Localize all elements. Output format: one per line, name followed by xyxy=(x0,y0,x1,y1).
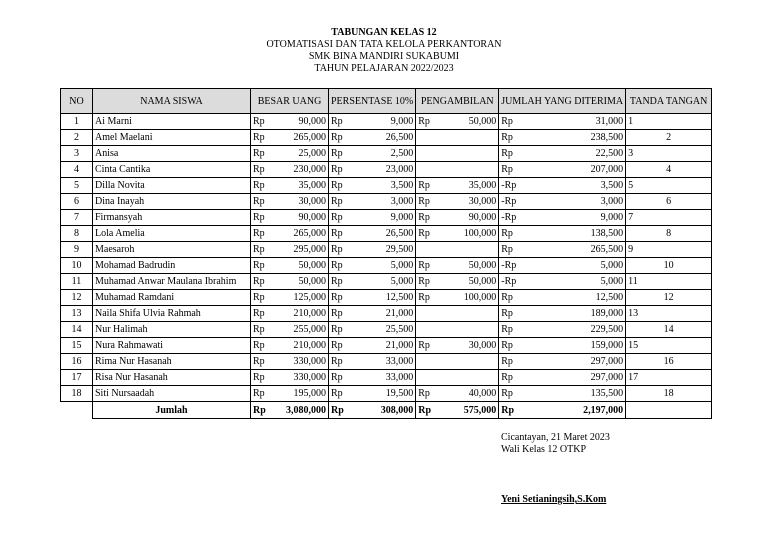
row-no: 4 xyxy=(61,162,93,178)
table-row xyxy=(61,370,712,386)
row-ambil xyxy=(436,162,499,178)
report-subtitle-program: OTOMATISASI DAN TATA KELOLA PERKANTORAN xyxy=(266,39,502,50)
row-besar: 50,000 xyxy=(271,258,329,274)
row-ambil-currency xyxy=(416,306,436,322)
row-besar: 210,000 xyxy=(271,306,329,322)
row-persen-currency: Rp xyxy=(329,226,354,242)
row-jumlah: 135,500 xyxy=(521,386,625,402)
row-besar-currency: Rp xyxy=(251,354,271,370)
row-jumlah-currency: Rp xyxy=(499,322,521,338)
row-besar: 25,000 xyxy=(271,146,329,162)
row-ambil: 100,000 xyxy=(436,226,499,242)
report-title: TABUNGAN KELAS 12 xyxy=(331,27,437,38)
row-nama: Muhamad Anwar Maulana Ibrahim xyxy=(93,274,251,290)
row-besar: 265,000 xyxy=(271,226,329,242)
total-persen: 308,000 xyxy=(353,402,415,419)
row-tanda: 8 xyxy=(626,226,712,242)
row-jumlah: 238,500 xyxy=(521,130,625,146)
col-header-persen: PERSENTASE 10% xyxy=(329,89,416,114)
row-jumlah: 159,000 xyxy=(521,338,625,354)
row-tanda: 17 xyxy=(626,370,712,386)
row-ambil-currency: Rp xyxy=(416,338,436,354)
row-jumlah-currency: Rp xyxy=(499,162,521,178)
row-no: 5 xyxy=(61,178,93,194)
row-persen: 12,500 xyxy=(353,290,415,306)
row-ambil-currency: Rp xyxy=(416,386,436,402)
row-no: 12 xyxy=(61,290,93,306)
row-no: 17 xyxy=(61,370,93,386)
row-persen: 29,500 xyxy=(353,242,415,258)
row-tanda: 7 xyxy=(626,210,712,226)
table-row xyxy=(61,354,712,370)
total-jumlah: 2,197,000 xyxy=(521,402,625,419)
row-besar-currency: Rp xyxy=(251,370,271,386)
row-besar-currency: Rp xyxy=(251,130,271,146)
row-besar: 330,000 xyxy=(271,354,329,370)
row-ambil xyxy=(436,130,499,146)
row-jumlah-currency: Rp xyxy=(499,242,521,258)
table-row xyxy=(61,210,712,226)
total-jumlah-currency: Rp xyxy=(499,402,521,419)
row-besar: 125,000 xyxy=(271,290,329,306)
row-besar-currency: Rp xyxy=(251,194,271,210)
total-ambil: 575,000 xyxy=(436,402,499,419)
row-persen-currency: Rp xyxy=(329,306,354,322)
total-tanda-empty xyxy=(626,402,712,419)
total-persen-currency: Rp xyxy=(329,402,354,419)
row-ambil-currency: Rp xyxy=(416,194,436,210)
row-jumlah-currency: Rp xyxy=(499,114,521,130)
row-besar: 90,000 xyxy=(271,210,329,226)
row-persen-currency: Rp xyxy=(329,274,354,290)
row-jumlah: 207,000 xyxy=(521,162,625,178)
row-ambil-currency xyxy=(416,162,436,178)
row-besar-currency: Rp xyxy=(251,322,271,338)
row-ambil: 50,000 xyxy=(436,274,499,290)
row-persen-currency: Rp xyxy=(329,194,354,210)
row-nama: Siti Nursaadah xyxy=(93,386,251,402)
row-ambil xyxy=(436,242,499,258)
signature-place-date: Cicantayan, 21 Maret 2023 xyxy=(501,432,610,443)
row-nama: Nura Rahmawati xyxy=(93,338,251,354)
row-besar-currency: Rp xyxy=(251,210,271,226)
row-persen-currency: Rp xyxy=(329,386,354,402)
row-persen: 3,500 xyxy=(353,178,415,194)
row-ambil: 100,000 xyxy=(436,290,499,306)
row-ambil: 50,000 xyxy=(436,114,499,130)
table-row xyxy=(61,338,712,354)
row-jumlah: 12,500 xyxy=(521,290,625,306)
row-no: 1 xyxy=(61,114,93,130)
row-jumlah: 3,000 xyxy=(521,194,625,210)
table-row xyxy=(61,306,712,322)
row-nama: Dina Inayah xyxy=(93,194,251,210)
row-tanda: 5 xyxy=(626,178,712,194)
col-header-ambil: PENGAMBILAN xyxy=(416,89,499,114)
row-besar-currency: Rp xyxy=(251,242,271,258)
row-persen-currency: Rp xyxy=(329,162,354,178)
row-no: 2 xyxy=(61,130,93,146)
row-tanda: 1 xyxy=(626,114,712,130)
row-besar: 295,000 xyxy=(271,242,329,258)
row-persen-currency: Rp xyxy=(329,354,354,370)
row-persen-currency: Rp xyxy=(329,130,354,146)
row-tanda: 16 xyxy=(626,354,712,370)
row-ambil-currency: Rp xyxy=(416,274,436,290)
row-besar-currency: Rp xyxy=(251,114,271,130)
row-tanda: 15 xyxy=(626,338,712,354)
row-ambil-currency xyxy=(416,146,436,162)
row-besar-currency: Rp xyxy=(251,274,271,290)
row-ambil xyxy=(436,306,499,322)
row-jumlah: 297,000 xyxy=(521,354,625,370)
col-header-nama: NAMA SISWA xyxy=(93,89,251,114)
row-besar-currency: Rp xyxy=(251,226,271,242)
row-jumlah: 138,500 xyxy=(521,226,625,242)
row-jumlah-currency: Rp xyxy=(499,130,521,146)
signature-name: Yeni Setianingsih,S.Kom xyxy=(501,494,607,505)
table-row xyxy=(61,194,712,210)
row-besar: 30,000 xyxy=(271,194,329,210)
row-jumlah-currency: Rp xyxy=(499,386,521,402)
row-besar: 330,000 xyxy=(271,370,329,386)
row-persen: 9,000 xyxy=(353,114,415,130)
row-jumlah-currency: Rp xyxy=(499,338,521,354)
table-row xyxy=(61,226,712,242)
row-ambil-currency xyxy=(416,322,436,338)
row-besar: 230,000 xyxy=(271,162,329,178)
row-persen-currency: Rp xyxy=(329,258,354,274)
col-header-no: NO xyxy=(61,89,93,114)
row-nama: Muhamad Ramdani xyxy=(93,290,251,306)
row-ambil: 50,000 xyxy=(436,258,499,274)
total-label: Jumlah xyxy=(93,402,251,419)
row-persen-currency: Rp xyxy=(329,338,354,354)
row-persen-currency: Rp xyxy=(329,178,354,194)
row-persen: 3,000 xyxy=(353,194,415,210)
row-ambil xyxy=(436,370,499,386)
row-nama: Amel Maelani xyxy=(93,130,251,146)
row-besar-currency: Rp xyxy=(251,386,271,402)
row-no: 13 xyxy=(61,306,93,322)
row-persen: 26,500 xyxy=(353,226,415,242)
total-no-empty xyxy=(61,402,93,419)
row-ambil-currency: Rp xyxy=(416,258,436,274)
row-tanda: 2 xyxy=(626,130,712,146)
col-header-besar: BESAR UANG xyxy=(251,89,329,114)
row-persen: 5,000 xyxy=(353,274,415,290)
row-persen: 9,000 xyxy=(353,210,415,226)
row-persen-currency: Rp xyxy=(329,146,354,162)
row-ambil: 30,000 xyxy=(436,338,499,354)
row-jumlah-currency: -Rp xyxy=(499,258,521,274)
row-besar-currency: Rp xyxy=(251,258,271,274)
row-no: 11 xyxy=(61,274,93,290)
table-row xyxy=(61,258,712,274)
row-besar-currency: Rp xyxy=(251,306,271,322)
row-tanda: 18 xyxy=(626,386,712,402)
row-no: 8 xyxy=(61,226,93,242)
row-besar: 195,000 xyxy=(271,386,329,402)
row-persen: 26,500 xyxy=(353,130,415,146)
row-tanda: 10 xyxy=(626,258,712,274)
table-row xyxy=(61,274,712,290)
row-no: 9 xyxy=(61,242,93,258)
row-besar: 255,000 xyxy=(271,322,329,338)
row-ambil-currency: Rp xyxy=(416,290,436,306)
row-jumlah: 5,000 xyxy=(521,258,625,274)
row-nama: Firmansyah xyxy=(93,210,251,226)
report-subtitle-school: SMK BINA MANDIRI SUKABUMI xyxy=(308,51,460,62)
row-persen: 23,000 xyxy=(353,162,415,178)
row-persen: 25,500 xyxy=(353,322,415,338)
row-besar-currency: Rp xyxy=(251,162,271,178)
table-body xyxy=(61,114,712,419)
row-besar-currency: Rp xyxy=(251,146,271,162)
row-jumlah: 5,000 xyxy=(521,274,625,290)
table-row xyxy=(61,386,712,402)
row-ambil xyxy=(436,146,499,162)
row-nama: Nur Halimah xyxy=(93,322,251,338)
row-persen: 21,000 xyxy=(353,338,415,354)
row-ambil-currency: Rp xyxy=(416,226,436,242)
row-tanda: 12 xyxy=(626,290,712,306)
row-nama: Naila Shifa Ulvia Rahmah xyxy=(93,306,251,322)
row-ambil-currency: Rp xyxy=(416,178,436,194)
row-nama: Anisa xyxy=(93,146,251,162)
row-persen: 21,000 xyxy=(353,306,415,322)
row-besar-currency: Rp xyxy=(251,178,271,194)
row-persen-currency: Rp xyxy=(329,114,354,130)
row-tanda: 13 xyxy=(626,306,712,322)
row-tanda: 4 xyxy=(626,162,712,178)
row-besar: 210,000 xyxy=(271,338,329,354)
row-no: 15 xyxy=(61,338,93,354)
row-besar: 35,000 xyxy=(271,178,329,194)
row-ambil: 35,000 xyxy=(436,178,499,194)
row-persen: 2,500 xyxy=(353,146,415,162)
row-jumlah: 31,000 xyxy=(521,114,625,130)
row-jumlah-currency: Rp xyxy=(499,290,521,306)
table-row xyxy=(61,290,712,306)
row-no: 16 xyxy=(61,354,93,370)
row-ambil-currency xyxy=(416,370,436,386)
row-jumlah: 229,500 xyxy=(521,322,625,338)
row-tanda: 6 xyxy=(626,194,712,210)
table-row xyxy=(61,242,712,258)
table-row xyxy=(61,178,712,194)
table-header-row xyxy=(61,89,712,114)
row-nama: Dilla Novita xyxy=(93,178,251,194)
report-header xyxy=(0,27,768,75)
row-no: 10 xyxy=(61,258,93,274)
row-no: 18 xyxy=(61,386,93,402)
table-row xyxy=(61,146,712,162)
table-row xyxy=(61,114,712,130)
row-jumlah: 3,500 xyxy=(521,178,625,194)
report-subtitle-year: TAHUN PELAJARAN 2022/2023 xyxy=(314,63,454,74)
row-ambil-currency: Rp xyxy=(416,210,436,226)
signature-role: Wali Kelas 12 OTKP xyxy=(501,444,587,455)
row-ambil xyxy=(436,322,499,338)
row-besar: 50,000 xyxy=(271,274,329,290)
row-besar-currency: Rp xyxy=(251,290,271,306)
row-ambil-currency: Rp xyxy=(416,114,436,130)
row-tanda: 9 xyxy=(626,242,712,258)
row-jumlah-currency: -Rp xyxy=(499,178,521,194)
table-row xyxy=(61,162,712,178)
row-persen-currency: Rp xyxy=(329,370,354,386)
total-ambil-currency: Rp xyxy=(416,402,436,419)
row-jumlah-currency: Rp xyxy=(499,306,521,322)
row-tanda: 3 xyxy=(626,146,712,162)
row-jumlah-currency: Rp xyxy=(499,226,521,242)
table-row xyxy=(61,130,712,146)
col-header-jumlah: JUMLAH YANG DITERIMA xyxy=(499,89,626,114)
row-jumlah-currency: Rp xyxy=(499,146,521,162)
row-persen: 33,000 xyxy=(353,370,415,386)
row-ambil-currency xyxy=(416,354,436,370)
row-ambil xyxy=(436,354,499,370)
row-no: 6 xyxy=(61,194,93,210)
row-jumlah: 9,000 xyxy=(521,210,625,226)
row-nama: Cinta Cantika xyxy=(93,162,251,178)
table-row xyxy=(61,322,712,338)
total-row xyxy=(61,402,712,419)
row-jumlah: 265,500 xyxy=(521,242,625,258)
row-ambil: 40,000 xyxy=(436,386,499,402)
row-nama: Rima Nur Hasanah xyxy=(93,354,251,370)
row-jumlah-currency: -Rp xyxy=(499,210,521,226)
row-ambil: 90,000 xyxy=(436,210,499,226)
row-ambil-currency xyxy=(416,130,436,146)
row-besar-currency: Rp xyxy=(251,338,271,354)
row-nama: Lola Amelia xyxy=(93,226,251,242)
row-ambil-currency xyxy=(416,242,436,258)
row-persen-currency: Rp xyxy=(329,322,354,338)
row-jumlah: 22,500 xyxy=(521,146,625,162)
total-besar: 3,080,000 xyxy=(271,402,329,419)
row-tanda: 11 xyxy=(626,274,712,290)
row-jumlah-currency: Rp xyxy=(499,370,521,386)
row-nama: Mohamad Badrudin xyxy=(93,258,251,274)
row-nama: Maesaroh xyxy=(93,242,251,258)
row-jumlah-currency: Rp xyxy=(499,354,521,370)
col-header-tanda: TANDA TANGAN xyxy=(626,89,712,114)
row-persen: 19,500 xyxy=(353,386,415,402)
row-jumlah-currency: -Rp xyxy=(499,194,521,210)
row-no: 14 xyxy=(61,322,93,338)
row-persen-currency: Rp xyxy=(329,210,354,226)
row-persen-currency: Rp xyxy=(329,290,354,306)
row-persen: 33,000 xyxy=(353,354,415,370)
row-ambil: 30,000 xyxy=(436,194,499,210)
row-besar: 90,000 xyxy=(271,114,329,130)
row-jumlah-currency: -Rp xyxy=(499,274,521,290)
total-besar-currency: Rp xyxy=(251,402,271,419)
savings-table xyxy=(60,88,712,419)
row-persen-currency: Rp xyxy=(329,242,354,258)
row-nama: Risa Nur Hasanah xyxy=(93,370,251,386)
row-tanda: 14 xyxy=(626,322,712,338)
row-jumlah: 189,000 xyxy=(521,306,625,322)
row-jumlah: 297,000 xyxy=(521,370,625,386)
row-no: 7 xyxy=(61,210,93,226)
row-nama: Ai Marni xyxy=(93,114,251,130)
row-besar: 265,000 xyxy=(271,130,329,146)
row-persen: 5,000 xyxy=(353,258,415,274)
row-no: 3 xyxy=(61,146,93,162)
